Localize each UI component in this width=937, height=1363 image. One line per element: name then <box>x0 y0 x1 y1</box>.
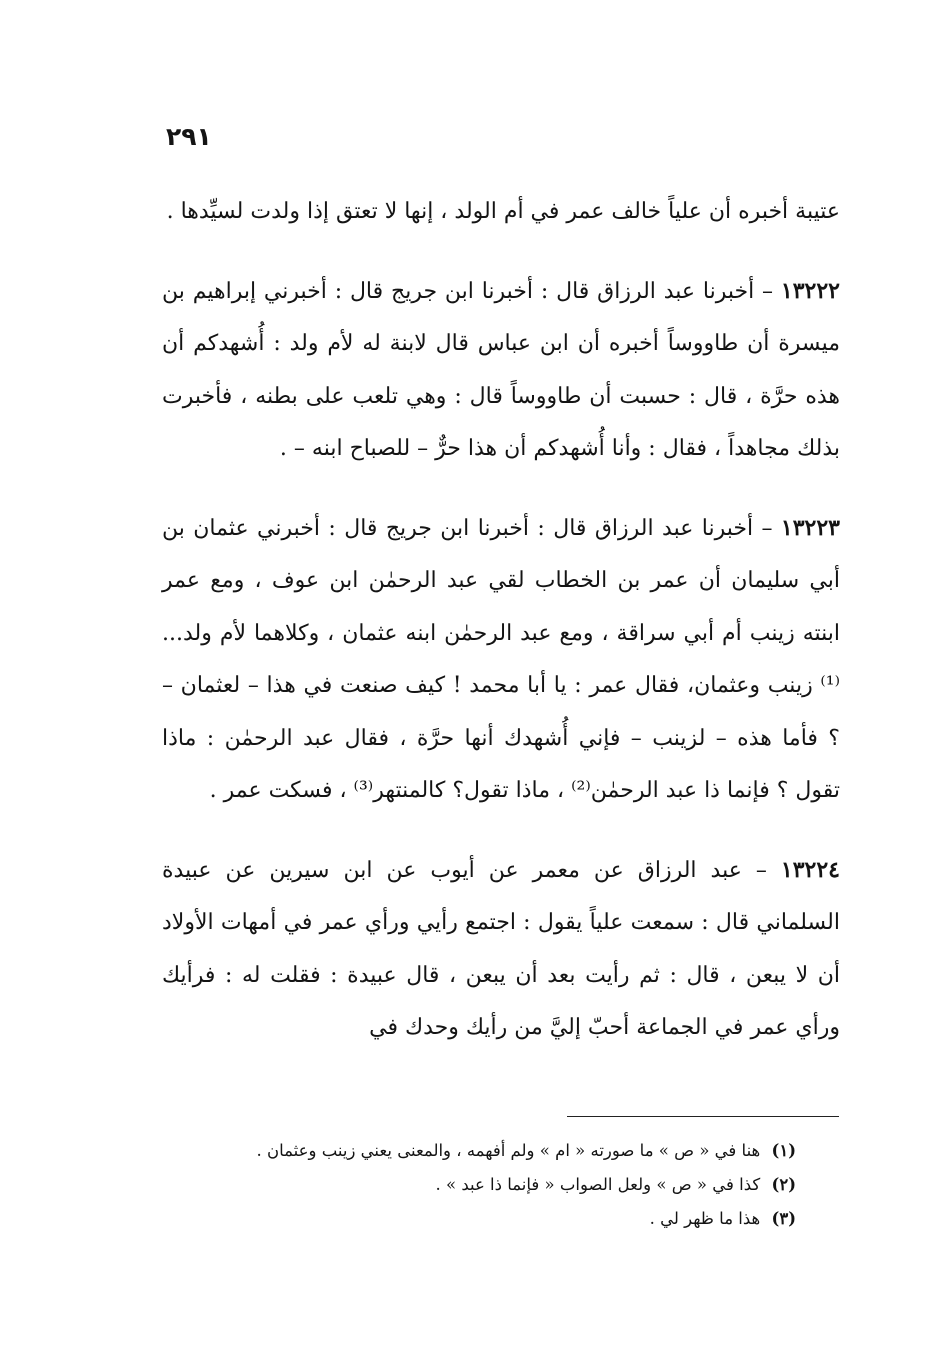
footnote-divider <box>567 1116 839 1117</box>
footnote-text: هذا ما ظهر لي . <box>649 1209 761 1228</box>
paragraph-text: – أخبرنا عبد الرزاق قال : أخبرنا ابن جريج قال : أخبرني إبراهيم بن ميسرة أن طاووساً أخبره أن ابن عباس قال لابنة له لأم ولد : أُشهدكم أن هذه حرَّة ، قال : حسبت أن طاووساً قال : وهي تلعب على بطنه ، فأخبرت بذلك مجاهداً ، فقال : وأنا أُشهدكم أن هذا حرٌّ – للصباح ابنه – . <box>162 278 840 461</box>
footnotes <box>180 1134 796 1236</box>
hadith-number: ١٣٢٢٤ <box>780 856 840 883</box>
footnote-mark: (١) <box>771 1141 796 1160</box>
paragraph-text: – عبد الرزاق عن معمر عن أيوب عن ابن سيرين عن عبيدة السلماني قال : سمعت علياً يقول : اجتمع رأيي ورأي عمر في أمهات الأولاد أن لا يبعن ، قال : ثم رأيت بعد أن يبعن ، قال عبيدة : فقلت له : فرأيك ورأي عمر في الجماعة أحبّ إليَّ من رأيك وحدك في <box>162 857 840 1040</box>
hadith-paragraph <box>162 265 840 476</box>
footnote-item <box>180 1202 796 1236</box>
footnote-text: كذا في « ص » ولعل الصواب « فإنما ذا عبد » . <box>435 1175 761 1194</box>
hadith-paragraph <box>162 844 840 1055</box>
page-number: ٢٩١ <box>166 122 212 151</box>
footnote-mark: (٢) <box>771 1175 796 1194</box>
footnote-text: هنا في « ص » ما صورته « ام » ولم أفهمه ، والمعنى يعني زينب وعثمان . <box>256 1141 761 1160</box>
paragraph-text: – أخبرنا عبد الرزاق قال : أخبرنا ابن جريج قال : أخبرني عثمان بن أبي سليمان أن عمر بن الخطاب لقي عبد الرحمٰن ابن عوف ، ومع عمر ابنته زينب أم أبي سراقة ، ومع عبد الرحمٰن ابنه عثمان ، وكلاهما لأم ولد...⁽¹⁾ زينب وعثمان، فقال عمر : يا أبا محمد ! كيف صنعت في هذا – لعثمان – ؟ فأما هذه – لزينب – فإني أُشهدك أنها حرَّة ، فقال عبد الرحمٰن : ماذا تقول ؟ فإنما ذا عبد الرحمٰن⁽²⁾ ، ماذا تقول؟ كالمنتهر⁽³⁾ ، فسكت عمر . <box>162 515 840 803</box>
paragraph-continuation <box>162 186 840 239</box>
paragraph-text: عتيبة أخبره أن علياً خالف عمر في أم الولد ، إنها لا تعتق إذا ولدت لسيِّدها . <box>166 199 840 224</box>
hadith-number: ١٣٢٢٢ <box>780 277 840 304</box>
footnote-mark: (٣) <box>771 1209 796 1228</box>
footnote-item <box>180 1168 796 1202</box>
main-text <box>162 186 840 1055</box>
hadith-paragraph <box>162 502 840 818</box>
hadith-number: ١٣٢٢٣ <box>780 514 840 541</box>
footnote-item <box>180 1134 796 1168</box>
